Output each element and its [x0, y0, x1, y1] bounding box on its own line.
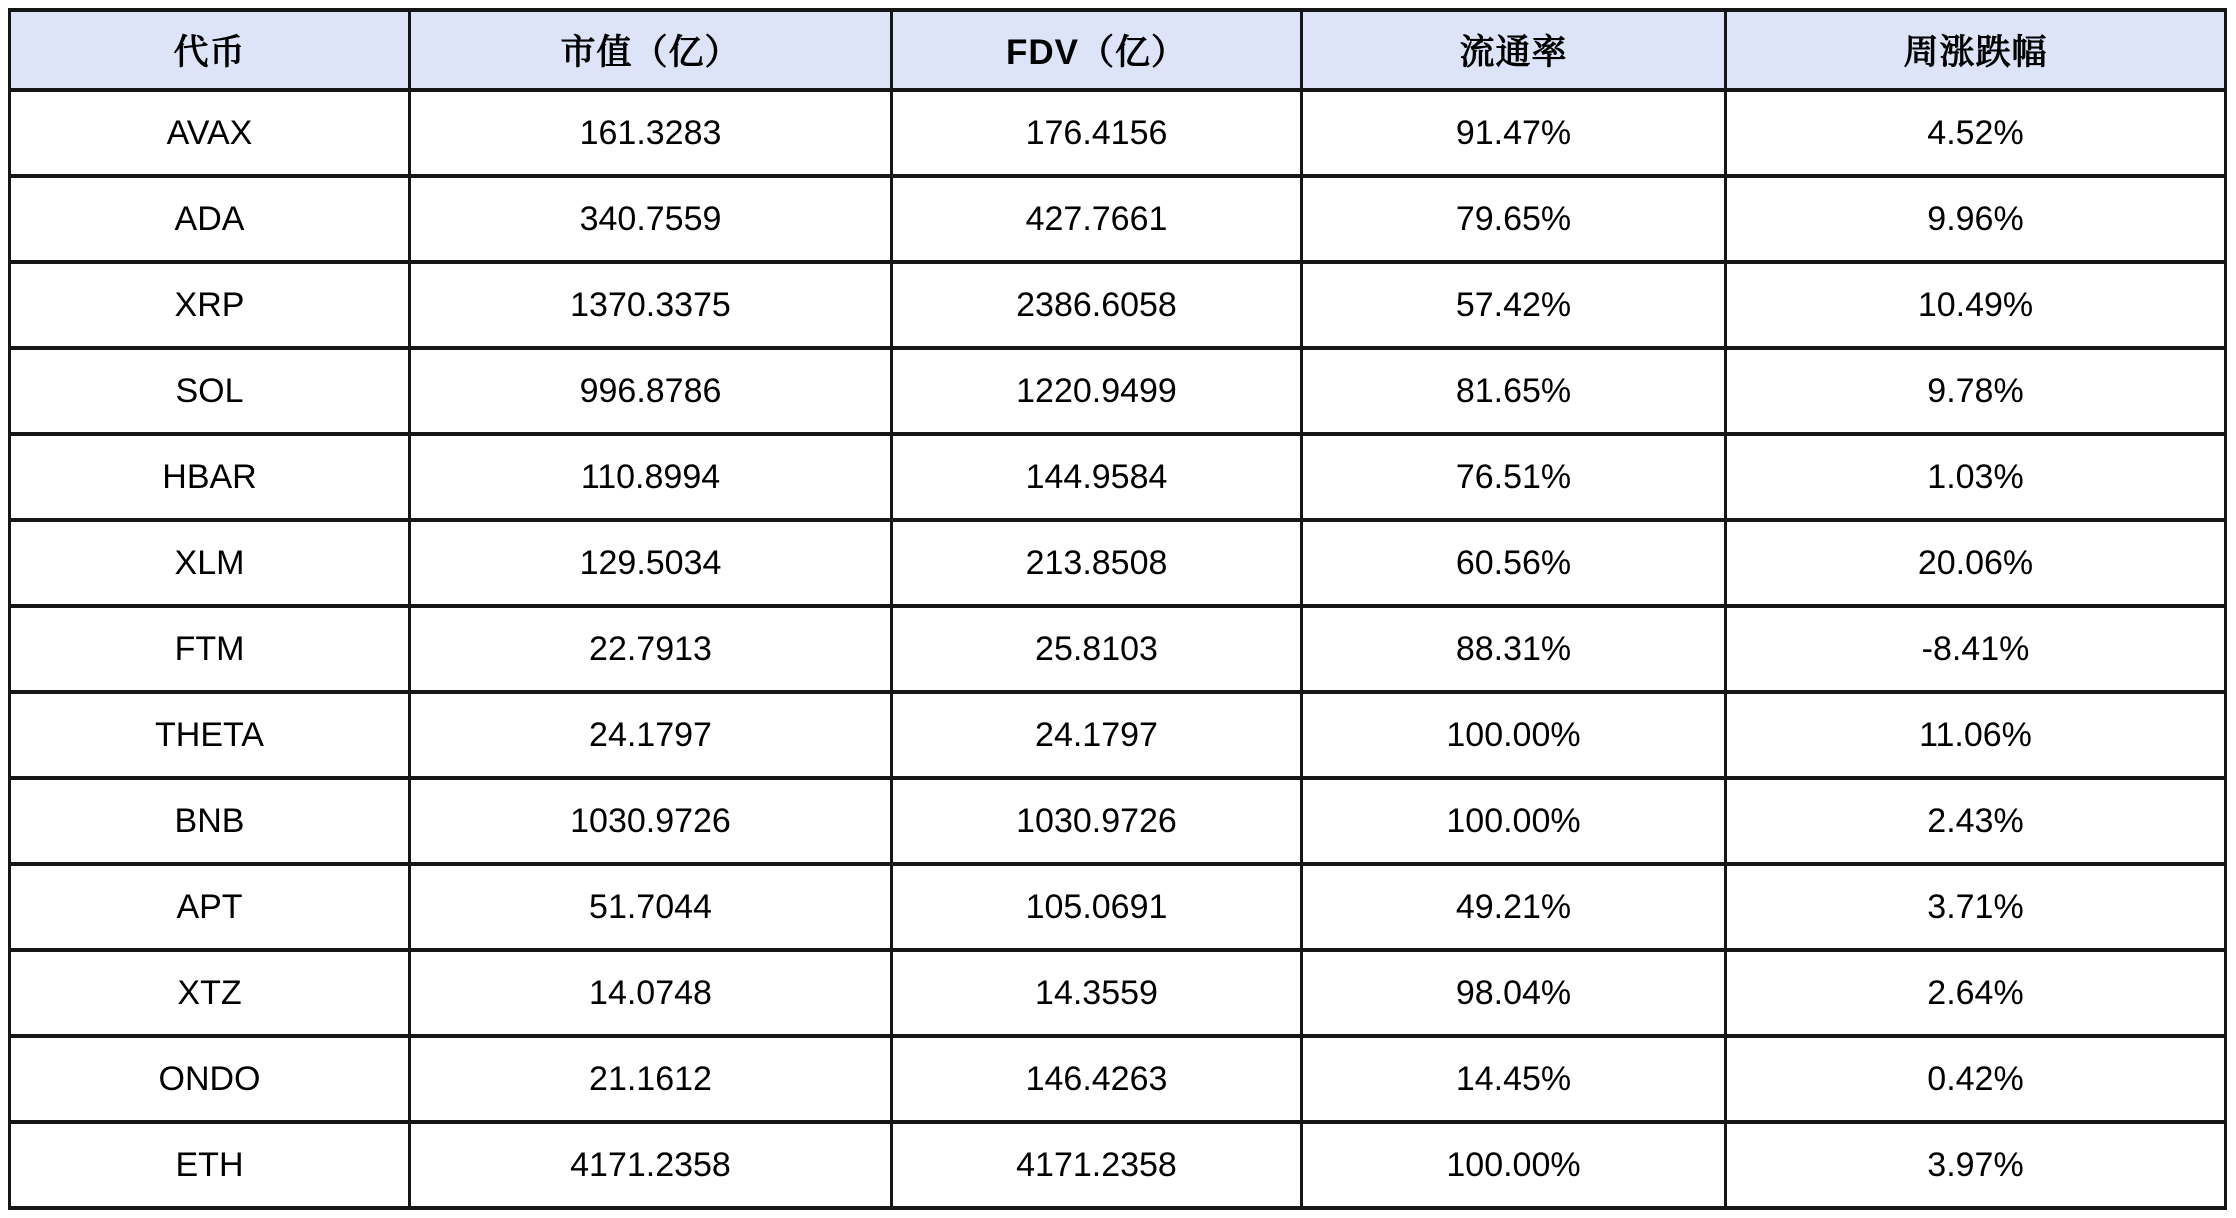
cell-token-symbol: XTZ — [10, 950, 410, 1036]
cell-weekly-change: 9.96% — [1726, 176, 2226, 262]
cell-weekly-change: 3.71% — [1726, 864, 2226, 950]
cell-circulating-ratio: 100.00% — [1302, 692, 1726, 778]
cell-circulating-ratio: 81.65% — [1302, 348, 1726, 434]
cell-weekly-change: 9.78% — [1726, 348, 2226, 434]
crypto-metrics-table — [8, 8, 2227, 1210]
table-row — [10, 348, 2226, 434]
cell-fdv-100m: 176.4156 — [892, 90, 1302, 176]
table-body — [10, 90, 2226, 1208]
cell-circulating-ratio: 76.51% — [1302, 434, 1726, 520]
cell-token-symbol: SOL — [10, 348, 410, 434]
header-circulation: 流通率 — [1302, 10, 1726, 90]
cell-weekly-change: 20.06% — [1726, 520, 2226, 606]
table-row — [10, 434, 2226, 520]
cell-market-cap-100m: 161.3283 — [410, 90, 892, 176]
cell-circulating-ratio: 60.56% — [1302, 520, 1726, 606]
cell-token-symbol: AVAX — [10, 90, 410, 176]
cell-circulating-ratio: 100.00% — [1302, 1122, 1726, 1208]
cell-market-cap-100m: 4171.2358 — [410, 1122, 892, 1208]
header-market-cap: 市值（亿） — [410, 10, 892, 90]
cell-market-cap-100m: 340.7559 — [410, 176, 892, 262]
cell-weekly-change: 4.52% — [1726, 90, 2226, 176]
cell-circulating-ratio: 88.31% — [1302, 606, 1726, 692]
cell-fdv-100m: 1220.9499 — [892, 348, 1302, 434]
table-row — [10, 90, 2226, 176]
cell-fdv-100m: 427.7661 — [892, 176, 1302, 262]
table-row — [10, 1122, 2226, 1208]
cell-token-symbol: HBAR — [10, 434, 410, 520]
cell-weekly-change: -8.41% — [1726, 606, 2226, 692]
cell-weekly-change: 10.49% — [1726, 262, 2226, 348]
cell-fdv-100m: 2386.6058 — [892, 262, 1302, 348]
cell-circulating-ratio: 98.04% — [1302, 950, 1726, 1036]
cell-token-symbol: XRP — [10, 262, 410, 348]
cell-weekly-change: 1.03% — [1726, 434, 2226, 520]
cell-token-symbol: ETH — [10, 1122, 410, 1208]
cell-token-symbol: ONDO — [10, 1036, 410, 1122]
cell-circulating-ratio: 79.65% — [1302, 176, 1726, 262]
cell-fdv-100m: 105.0691 — [892, 864, 1302, 950]
cell-circulating-ratio: 91.47% — [1302, 90, 1726, 176]
cell-market-cap-100m: 1030.9726 — [410, 778, 892, 864]
header-weekly-change: 周涨跌幅 — [1726, 10, 2226, 90]
cell-fdv-100m: 213.8508 — [892, 520, 1302, 606]
header-token: 代币 — [10, 10, 410, 90]
cell-fdv-100m: 14.3559 — [892, 950, 1302, 1036]
cell-token-symbol: XLM — [10, 520, 410, 606]
cell-fdv-100m: 4171.2358 — [892, 1122, 1302, 1208]
cell-market-cap-100m: 51.7044 — [410, 864, 892, 950]
cell-weekly-change: 2.64% — [1726, 950, 2226, 1036]
cell-market-cap-100m: 129.5034 — [410, 520, 892, 606]
table-row — [10, 606, 2226, 692]
cell-fdv-100m: 25.8103 — [892, 606, 1302, 692]
table-row — [10, 262, 2226, 348]
cell-token-symbol: THETA — [10, 692, 410, 778]
table-row — [10, 1036, 2226, 1122]
cell-token-symbol: ADA — [10, 176, 410, 262]
cell-fdv-100m: 24.1797 — [892, 692, 1302, 778]
cell-market-cap-100m: 21.1612 — [410, 1036, 892, 1122]
header-row — [10, 10, 2226, 90]
cell-market-cap-100m: 22.7913 — [410, 606, 892, 692]
cell-token-symbol: APT — [10, 864, 410, 950]
cell-fdv-100m: 1030.9726 — [892, 778, 1302, 864]
cell-circulating-ratio: 14.45% — [1302, 1036, 1726, 1122]
cell-fdv-100m: 144.9584 — [892, 434, 1302, 520]
table-row — [10, 176, 2226, 262]
cell-weekly-change: 2.43% — [1726, 778, 2226, 864]
table-row — [10, 864, 2226, 950]
header-fdv: FDV（亿） — [892, 10, 1302, 90]
cell-weekly-change: 3.97% — [1726, 1122, 2226, 1208]
cell-fdv-100m: 146.4263 — [892, 1036, 1302, 1122]
cell-market-cap-100m: 110.8994 — [410, 434, 892, 520]
table-row — [10, 692, 2226, 778]
table-header — [10, 10, 2226, 90]
cell-market-cap-100m: 14.0748 — [410, 950, 892, 1036]
cell-market-cap-100m: 1370.3375 — [410, 262, 892, 348]
cell-weekly-change: 0.42% — [1726, 1036, 2226, 1122]
table-row — [10, 520, 2226, 606]
cell-circulating-ratio: 100.00% — [1302, 778, 1726, 864]
cell-weekly-change: 11.06% — [1726, 692, 2226, 778]
cell-circulating-ratio: 57.42% — [1302, 262, 1726, 348]
cell-token-symbol: BNB — [10, 778, 410, 864]
cell-token-symbol: FTM — [10, 606, 410, 692]
cell-market-cap-100m: 24.1797 — [410, 692, 892, 778]
cell-market-cap-100m: 996.8786 — [410, 348, 892, 434]
table-row — [10, 950, 2226, 1036]
table-row — [10, 778, 2226, 864]
cell-circulating-ratio: 49.21% — [1302, 864, 1726, 950]
